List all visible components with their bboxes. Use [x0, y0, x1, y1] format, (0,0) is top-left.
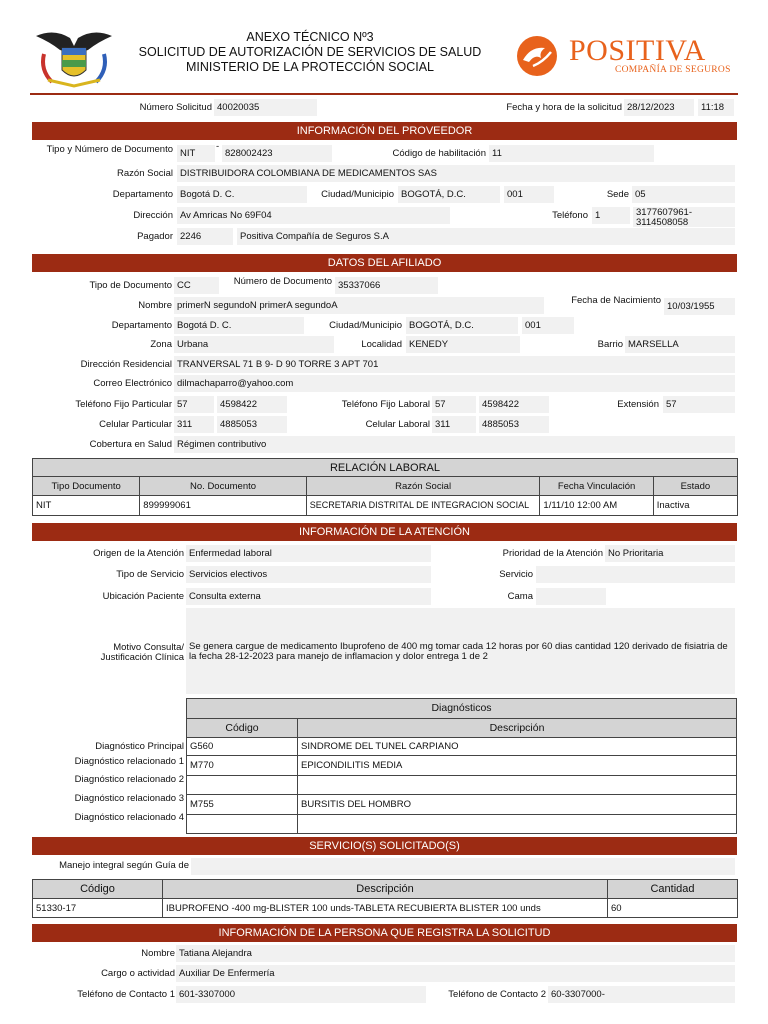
serv-manejo-value: [191, 858, 735, 875]
prov-pagador-label: Pagador: [137, 231, 173, 242]
diag-desc-0: SINDROME DEL TUNEL CARPIANO: [298, 738, 737, 756]
colombia-coat-of-arms: [34, 24, 114, 90]
numero-solicitud-label: Número Solicitud: [139, 102, 212, 113]
aten-ubicacion-label: Ubicación Paciente: [102, 591, 184, 602]
diag-code-1: M770: [187, 756, 298, 776]
rel-header-estado: Estado: [653, 477, 737, 496]
reg-tel2-value: 60-3307000-: [548, 986, 735, 1003]
afil-correo-value: dilmachaparro@yahoo.com: [174, 375, 735, 392]
afil-cel-part-value: 4885053: [217, 416, 287, 433]
afil-depto-value: Bogotá D. C.: [174, 317, 304, 334]
prov-razon-label: Razón Social: [117, 168, 173, 179]
prov-razon-value: DISTRIBUIDORA COLOMBIANA DE MEDICAMENTOS SAS: [177, 165, 735, 182]
afil-tel-lab-ind: 57: [432, 396, 476, 413]
aten-ubicacion-value: Consulta externa: [186, 588, 431, 605]
reg-tel2-label: Teléfono de Contacto 2: [448, 989, 546, 1000]
numero-solicitud-value: 40020035: [214, 99, 317, 116]
prov-telefono-value: 3177607961-3114508058: [633, 207, 735, 227]
afil-direccion-label: Dirección Residencial: [80, 359, 172, 370]
diag-desc-1: EPICONDILITIS MEDIA: [298, 756, 737, 776]
prov-depto-label: Departamento: [112, 189, 173, 200]
afil-fnac-value: 10/03/1955: [664, 298, 735, 315]
afil-num-doc-label: Número de Documento: [233, 276, 332, 287]
aten-cama-label: Cama: [507, 591, 533, 602]
afil-nombre-label: Nombre: [138, 300, 172, 311]
diagnosticos-title: Diagnósticos: [186, 698, 737, 719]
diag-header-descripcion: Descripción: [298, 719, 737, 738]
aten-origen-value: Enfermedad laboral: [186, 545, 431, 562]
prov-tipo-doc-label: Tipo y Número de Documento: [46, 144, 173, 155]
section-atencion: INFORMACIÓN DE LA ATENCIÓN: [32, 523, 737, 541]
section-proveedor: INFORMACIÓN DEL PROVEEDOR: [32, 122, 737, 140]
serv-cell-cantidad: 60: [608, 899, 738, 918]
serv-header-codigo: Código: [33, 880, 163, 899]
diag-code-0: G560: [187, 738, 298, 756]
afil-fnac-label: Fecha de Nacimiento: [571, 295, 661, 306]
diag-code-3: M755: [187, 795, 298, 815]
prov-doc-dash: -: [216, 141, 220, 152]
aten-tipo-servicio-value: Servicios electivos: [186, 566, 431, 583]
afil-cobertura-label: Cobertura en Salud: [89, 439, 172, 450]
afil-tel-fijo-value: 4598422: [217, 396, 287, 413]
rel-cell-fecha: 1/11/10 12:00 AM: [540, 496, 653, 516]
diag-label-2: Diagnóstico relacionado 2: [74, 774, 184, 785]
afil-ciudad-code: 001: [522, 317, 574, 334]
afil-ciudad-label: Ciudad/Municipio: [329, 320, 402, 331]
afil-cel-lab-label: Celular Laboral: [365, 419, 430, 430]
aten-prioridad-value: No Prioritaria: [605, 545, 735, 562]
reg-tel1-value: 601-3307000: [176, 986, 426, 1003]
prov-pagador-code: 2246: [177, 228, 233, 245]
afil-correo-label: Correo Electrónico: [93, 378, 172, 389]
aten-servicio-label: Servicio: [499, 569, 533, 580]
prov-depto-value: Bogotá D. C.: [177, 186, 307, 203]
diag-label-0: Diagnóstico Principal: [95, 741, 184, 752]
aten-origen-label: Origen de la Atención: [93, 548, 184, 559]
diag-desc-2: [298, 776, 737, 795]
afil-localidad-label: Localidad: [361, 339, 402, 350]
serv-cell-codigo: 51330-17: [33, 899, 163, 918]
rel-cell-numero: 899999061: [140, 496, 306, 516]
rel-cell-estado: Inactiva: [653, 496, 737, 516]
relacion-laboral-table: [32, 476, 738, 516]
aten-motivo-label-2: Justificación Clínica: [100, 652, 184, 663]
section-afiliado: DATOS DEL AFILIADO: [32, 254, 737, 272]
aten-motivo-value: Se genera cargue de medicamento Ibuprofeno de 400 mg tomar cada 12 horas por 60 dias cantidad 120 derivado de fisiatria de la fecha 28-12-2023 para manejo de inflamacion y dolor entrega 1 de 2: [186, 608, 735, 694]
fecha-solicitud-value: 28/12/2023: [624, 99, 694, 116]
afil-tipo-doc-label: Tipo de Documento: [89, 280, 172, 291]
rel-cell-razon: SECRETARIA DISTRITAL DE INTEGRACION SOCIAL: [306, 496, 540, 516]
diag-header-codigo: Código: [187, 719, 298, 738]
prov-tipo-doc-value: NIT: [177, 145, 215, 162]
header-divider: [30, 93, 738, 95]
serv-header-cantidad: Cantidad: [608, 880, 738, 899]
rel-cell-tipo: NIT: [33, 496, 140, 516]
prov-num-doc-value: 828002423: [222, 145, 332, 162]
afil-tel-fijo-ind: 57: [174, 396, 214, 413]
diag-desc-3: BURSITIS DEL HOMBRO: [298, 795, 737, 815]
afil-barrio-label: Barrio: [597, 339, 623, 350]
prov-telefono-ind: 1: [592, 207, 630, 224]
servicios-table: [32, 879, 738, 918]
serv-header-descripcion: Descripción: [163, 880, 608, 899]
reg-cargo-label: Cargo o actividad: [101, 968, 175, 979]
afil-cel-lab-ind: 311: [432, 416, 476, 433]
prov-pagador-value: Positiva Compañía de Seguros S.A: [237, 228, 735, 245]
reg-cargo-value: Auxiliar De Enfermería: [176, 965, 735, 982]
afil-barrio-value: MARSELLA: [625, 336, 735, 353]
afil-extension-label: Extensión: [617, 399, 659, 410]
rel-header-razon: Razón Social: [306, 477, 540, 496]
rel-header-tipo: Tipo Documento: [33, 477, 140, 496]
afil-nombre-value: primerN segundoN primerA segundoA: [174, 297, 544, 314]
rel-header-numero: No. Documento: [140, 477, 306, 496]
afil-direccion-value: TRANVERSAL 71 B 9- D 90 TORRE 3 APT 701: [174, 356, 735, 373]
aten-tipo-servicio-label: Tipo de Servicio: [116, 569, 184, 580]
prov-direccion-value: Av Amricas No 69F04: [177, 207, 450, 224]
afil-cobertura-value: Régimen contributivo: [174, 436, 735, 453]
reg-nombre-value: Tatiana Alejandra: [176, 945, 735, 962]
prov-ciudad-label: Ciudad/Municipio: [321, 189, 394, 200]
aten-cama-value: [536, 588, 606, 605]
prov-sede-value: 05: [632, 186, 735, 203]
prov-direccion-label: Dirección: [133, 210, 173, 221]
diag-code-4: [187, 815, 298, 834]
aten-motivo-label-1: Motivo Consulta/: [113, 642, 184, 653]
reg-nombre-label: Nombre: [141, 948, 175, 959]
afil-tipo-doc-value: CC: [174, 277, 219, 294]
serv-manejo-label: Manejo integral según Guía de: [59, 860, 189, 871]
section-relacion-laboral: RELACIÓN LABORAL: [32, 458, 738, 478]
afil-ciudad-value: BOGOTÁ, D.C.: [406, 317, 518, 334]
afil-zona-label: Zona: [150, 339, 172, 350]
prov-cod-hab-value: 11: [489, 145, 654, 162]
diagnosticos-table: [186, 718, 737, 834]
prov-ciudad-value: BOGOTÁ, D.C.: [398, 186, 500, 203]
section-registra: INFORMACIÓN DE LA PERSONA QUE REGISTRA LA SOLICITUD: [32, 924, 737, 942]
afil-localidad-value: KENEDY: [406, 336, 520, 353]
prov-ciudad-code: 001: [504, 186, 554, 203]
diag-label-1: Diagnóstico relacionado 1: [74, 756, 184, 767]
afil-cel-lab-value: 4885053: [479, 416, 549, 433]
aten-servicio-value: [536, 566, 735, 583]
prov-cod-hab-label: Código de habilitación: [392, 148, 486, 159]
diag-desc-4: [298, 815, 737, 834]
document-title: ANEXO TÉCNICO Nº3: [246, 30, 374, 44]
hora-solicitud-value: 11:18: [698, 99, 734, 116]
document-ministry: MINISTERIO DE LA PROTECCIÓN SOCIAL: [186, 60, 434, 74]
afil-depto-label: Departamento: [111, 320, 172, 331]
aten-prioridad-label: Prioridad de la Atención: [502, 548, 603, 559]
fecha-solicitud-label: Fecha y hora de la solicitud: [506, 102, 622, 113]
rel-header-fecha: Fecha Vinculación: [540, 477, 653, 496]
prov-telefono-label: Teléfono: [552, 210, 588, 221]
afil-num-doc-value: 35337066: [335, 277, 438, 294]
afil-cel-part-label: Celular Particular: [99, 419, 172, 430]
positiva-brand-sub: COMPAÑÍA DE SEGUROS: [615, 65, 731, 75]
positiva-brand-name: POSITIVA: [569, 34, 706, 67]
positiva-logo: [511, 34, 736, 80]
diag-code-2: [187, 776, 298, 795]
diag-label-4: Diagnóstico relacionado 4: [74, 812, 184, 823]
reg-tel1-label: Teléfono de Contacto 1: [77, 989, 175, 1000]
afil-tel-fijo-label: Teléfono Fijo Particular: [75, 399, 172, 410]
afil-tel-lab-label: Teléfono Fijo Laboral: [341, 399, 430, 410]
document-subtitle: SOLICITUD DE AUTORIZACIÓN DE SERVICIOS DE SALUD: [138, 45, 482, 59]
section-servicios: SERVICIO(S) SOLICITADO(S): [32, 837, 737, 855]
serv-cell-descripcion: IBUPROFENO -400 mg-BLISTER 100 unds-TABLETA RECUBIERTA BLISTER 100 unds: [163, 899, 608, 918]
afil-zona-value: Urbana: [174, 336, 334, 353]
afil-cel-part-ind: 311: [174, 416, 214, 433]
afil-tel-lab-value: 4598422: [479, 396, 549, 413]
diag-label-3: Diagnóstico relacionado 3: [74, 793, 184, 804]
prov-sede-label: Sede: [606, 189, 629, 200]
afil-extension-value: 57: [663, 396, 735, 413]
